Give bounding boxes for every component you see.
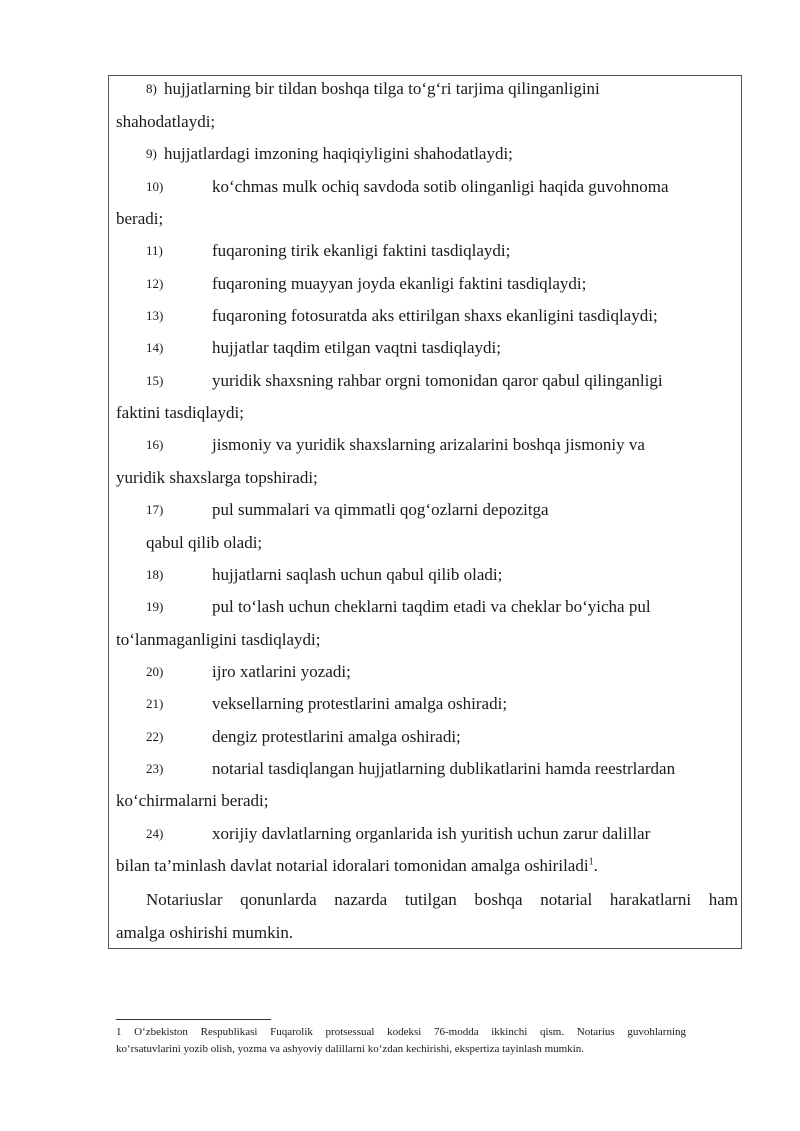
item-text: hujjatlar taqdim etilgan vaqtni tasdiqlaydi; — [212, 338, 501, 357]
item-text: ijro xatlarini yozadi; — [212, 662, 351, 681]
item-number: 22) — [146, 729, 164, 744]
item-text: yuridik shaxsning rahbar orgni tomonidan qaror qabul qilinganligi — [212, 371, 663, 390]
item-number: 14) — [146, 340, 164, 355]
item-continuation: ko‘chirmalarni beradi; — [116, 791, 269, 810]
item-number: 13) — [146, 308, 164, 323]
item-continuation: shahodatlaydi; — [116, 112, 216, 131]
item-number: 24) — [146, 826, 164, 841]
item-text: fuqaroning muayyan joyda ekanligi faktini tasdiqlaydi; — [212, 274, 587, 293]
item-text: veksellarning protestlarini amalga oshiradi; — [212, 694, 508, 713]
item-continuation — [116, 856, 598, 876]
item-number: 8) — [146, 81, 157, 96]
item-number: 15) — [146, 373, 164, 388]
item-text: hujjatlardagi imzoning haqiqiyligini shahodatlaydi; — [164, 144, 513, 163]
item-number: 10) — [146, 179, 164, 194]
footnote-separator — [116, 1019, 271, 1020]
item-number: 11) — [146, 243, 163, 258]
item-continuation-tail: . — [593, 856, 598, 875]
item-number: 9) — [146, 146, 157, 161]
item-text: pul to‘lash uchun cheklarni taqdim etadi va cheklar bo‘yicha pul — [212, 597, 651, 616]
item-text: notarial tasdiqlangan hujjatlarning dublikatlarini hamda reestrlardan — [212, 759, 676, 778]
item-number: 19) — [146, 599, 164, 614]
item-continuation: qabul qilib oladi; — [146, 533, 263, 552]
item-number: 16) — [146, 437, 164, 452]
item-continuation: beradi; — [116, 209, 164, 228]
item-text: hujjatlarning bir tildan boshqa tilga to‘g‘ri tarjima qilinganligini — [164, 79, 600, 98]
item-text: ko‘chmas mulk ochiq savdoda sotib olinganligi haqida guvohnoma — [212, 177, 669, 196]
item-text: dengiz protestlarini amalga oshiradi; — [212, 727, 461, 746]
item-text: pul summalari va qimmatli qog‘ozlarni depozitga — [212, 500, 549, 519]
item-number: 18) — [146, 567, 164, 582]
item-continuation: to‘lanmaganligini tasdiqlaydi; — [116, 630, 321, 649]
footnote-line-2: ko‘rsatuvlarini yozib olish, yozma va ashyoviy dalillarni ko‘zdan kechirishi, ekspertiza tayinlash mumkin. — [116, 1043, 584, 1055]
item-continuation: faktini tasdiqlaydi; — [116, 403, 244, 422]
footnote-reference[interactable]: 1 — [588, 856, 594, 868]
item-number: 17) — [146, 502, 164, 517]
item-text: jismoniy va yuridik shaxslarning arizalarini boshqa jismoniy va — [212, 435, 645, 454]
closing-paragraph-line-1: Notariuslar qonunlarda nazarda tutilgan boshqa notarial harakatlarni ham — [146, 890, 738, 909]
item-continuation-text: bilan ta’minlash davlat notarial idoralari tomonidan amalga oshiriladi — [116, 856, 589, 875]
item-number: 21) — [146, 696, 164, 711]
item-number: 12) — [146, 276, 164, 291]
item-text: fuqaroning tirik ekanligi faktini tasdiqlaydi; — [212, 241, 511, 260]
item-continuation: yuridik shaxslarga topshiradi; — [116, 468, 318, 487]
item-number: 23) — [146, 761, 164, 776]
item-text: fuqaroning fotosuratda aks ettirilgan shaxs ekanligini tasdiqlaydi; — [212, 306, 658, 325]
closing-paragraph-line-2: amalga oshirishi mumkin. — [116, 923, 294, 942]
item-text: hujjatlarni saqlash uchun qabul qilib oladi; — [212, 565, 503, 584]
item-text: xorijiy davlatlarning organlarida ish yuritish uchun zarur dalillar — [212, 824, 651, 843]
footnote-line-1: 1 O‘zbekiston Respublikasi Fuqarolik protsessual kodeksi 76-modda ikkinchi qism. Notarius guvohlarning — [116, 1026, 686, 1038]
item-number: 20) — [146, 664, 164, 679]
